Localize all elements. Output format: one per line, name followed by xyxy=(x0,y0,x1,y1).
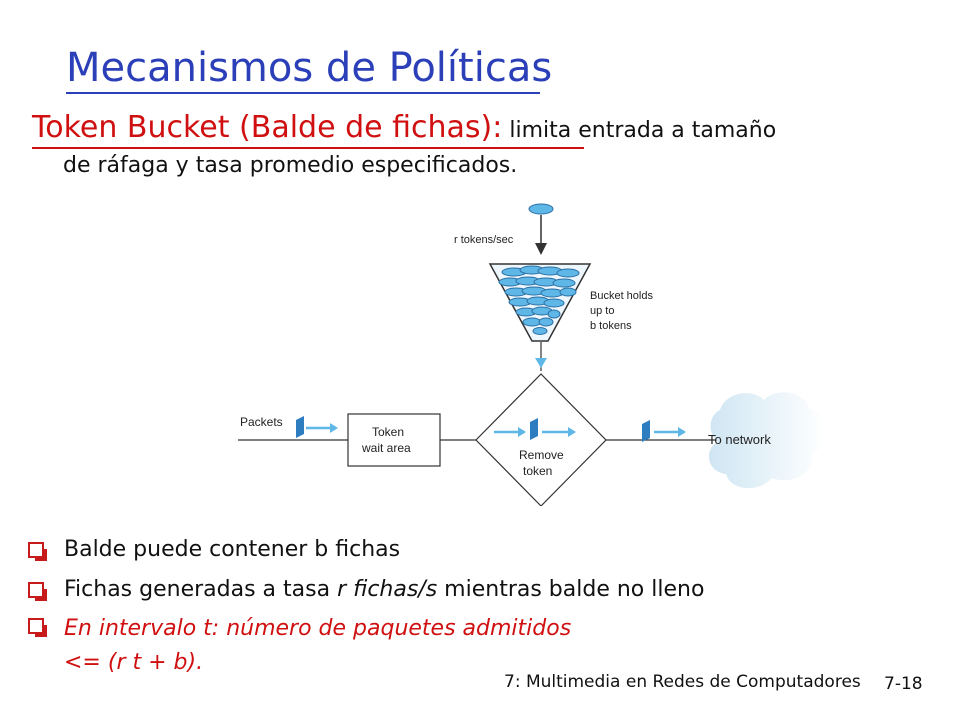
bullet-text-post: mientras balde no lleno xyxy=(437,577,705,602)
network-label: To network xyxy=(708,432,771,447)
bullet-text: Balde puede contener b fichas xyxy=(64,537,401,562)
token-bucket-diagram xyxy=(232,196,832,506)
remove-token-diamond xyxy=(476,374,606,506)
page-number: 7-18 xyxy=(884,674,923,694)
wait-label-1: Token xyxy=(372,425,405,439)
regulator-arrow-icon xyxy=(535,358,547,368)
term-underline xyxy=(32,147,584,149)
wait-label-2: wait area xyxy=(362,441,411,455)
token-bucket-term: Token Bucket (Balde de fichas): xyxy=(32,110,503,145)
footer-title: 7: Multimedia en Redes de Computadores xyxy=(504,672,861,692)
bullet-list xyxy=(28,530,704,680)
bullet-item xyxy=(28,610,704,680)
bullet-text: En intervalo t: número de paquetes admitidos xyxy=(64,616,572,641)
bullet-box-icon xyxy=(28,542,44,558)
incoming-packet-icon xyxy=(296,416,338,438)
slide-title: Mecanismos de Políticas xyxy=(66,45,553,91)
token-wait-area xyxy=(348,414,440,466)
rate-label: r tokens/sec xyxy=(454,234,514,246)
bucket-label-3: b tokens xyxy=(590,320,632,332)
falling-token-icon xyxy=(529,204,553,214)
bullet-text-cont: <= (r t + b). xyxy=(64,650,204,675)
bullet-item xyxy=(28,570,704,610)
bullet-text-em: r fichas/s xyxy=(337,577,438,602)
intro-line-2: de ráfaga y tasa promedio especificados. xyxy=(63,153,518,178)
remove-label-2: token xyxy=(523,464,553,478)
remove-label-1: Remove xyxy=(519,448,564,462)
title-underline xyxy=(66,92,540,94)
bullet-box-icon xyxy=(28,618,44,634)
bullet-item xyxy=(28,530,704,570)
bucket-label-1: Bucket holds xyxy=(590,290,653,302)
bucket-label-2: up to xyxy=(590,305,615,317)
token-bucket-description: limita entrada a tamaño xyxy=(502,118,777,143)
bullet-box-icon xyxy=(28,582,44,598)
bullet-text-pre: Fichas generadas a tasa xyxy=(64,577,338,602)
outgoing-packet-icon xyxy=(642,420,686,442)
packets-label: Packets xyxy=(240,415,283,429)
